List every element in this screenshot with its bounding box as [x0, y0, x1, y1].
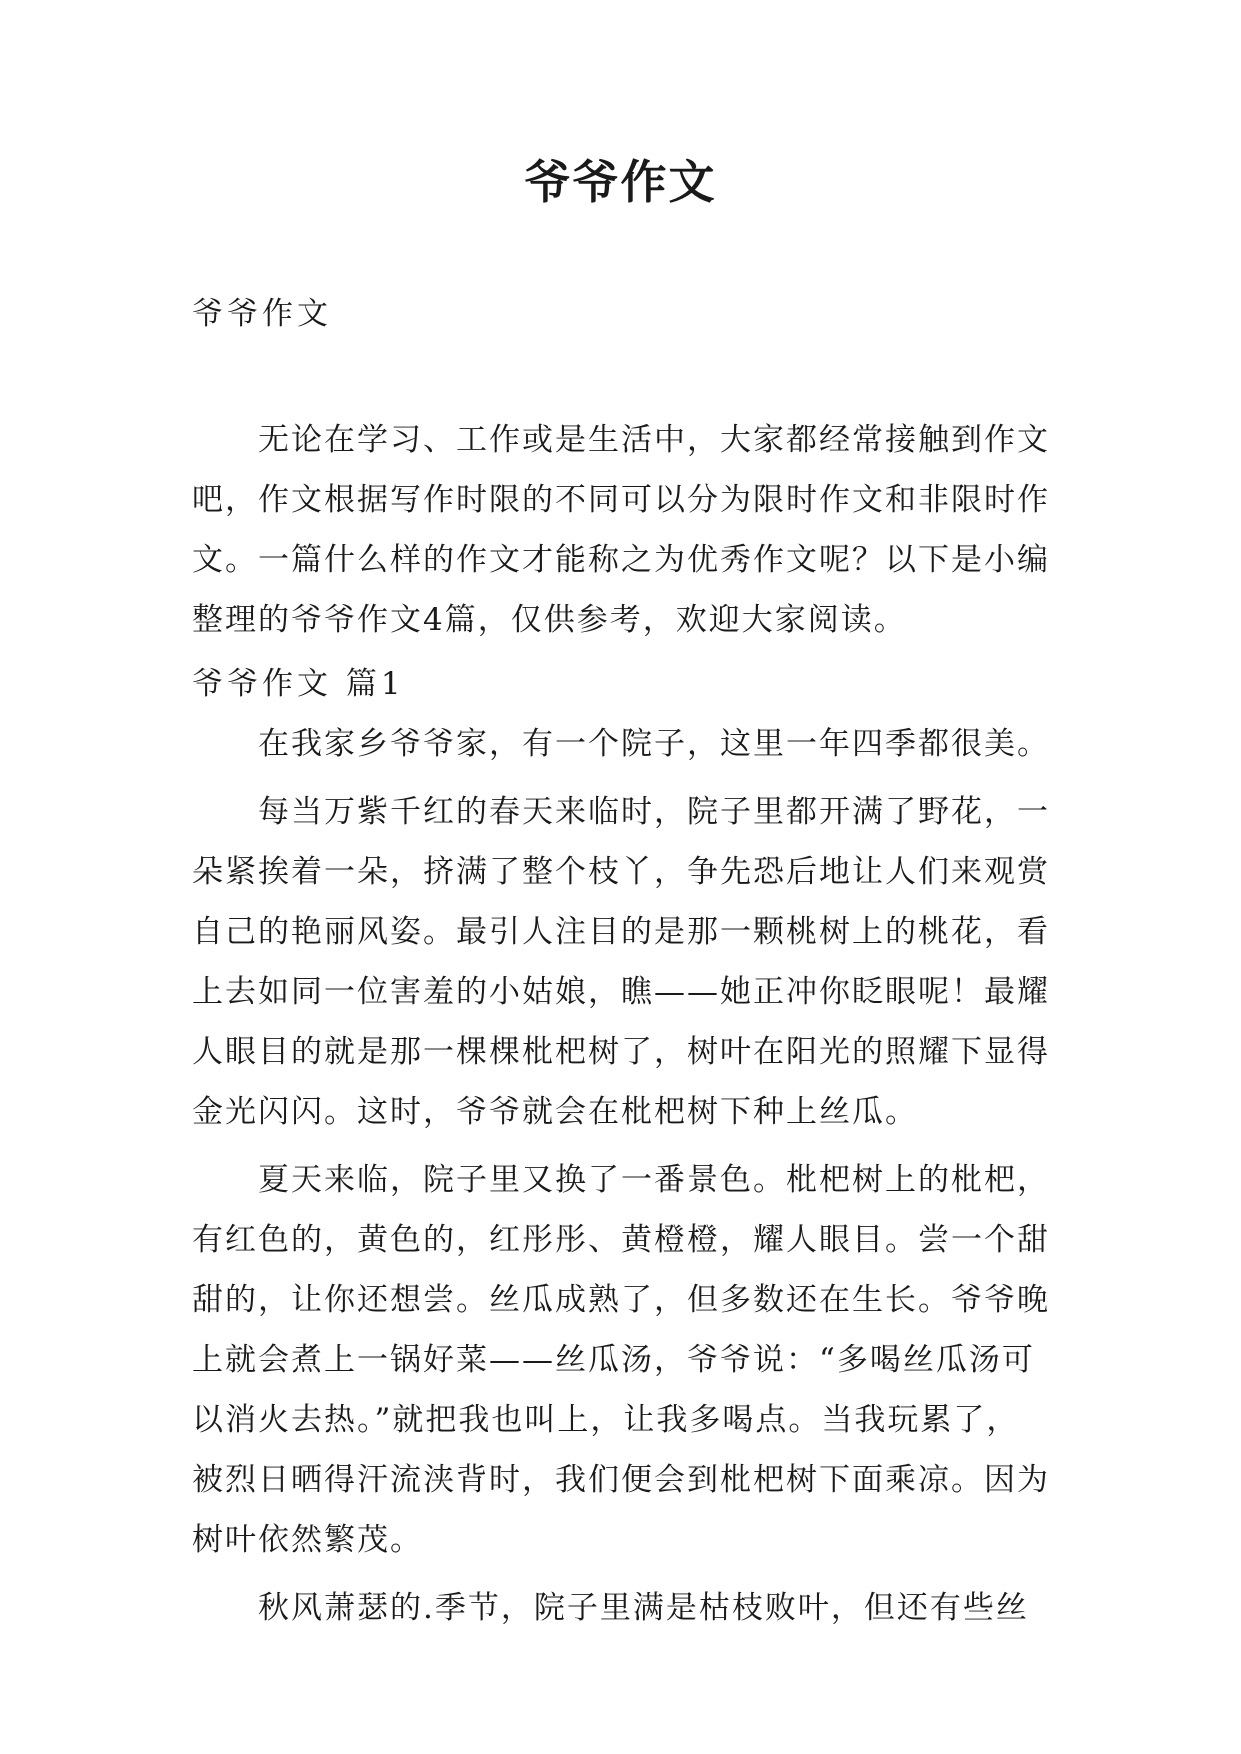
- intro-paragraph: 无论在学习、工作或是生活中，大家都经常接触到作文吧，作文根据写作时限的不同可以分为限时作文和非限时作文。一篇什么样的作文才能称之为优秀作文呢？以下是小编整理的爷爷作文4篇，仅供参考，欢迎大家阅读。: [192, 422, 1050, 638]
- body-paragraph: 每当万紫千红的春天来临时，院子里都开满了野花，一朵紧挨着一朵，挤满了整个枝丫，争先恐后地让人们来观赏自己的艳丽风姿。最引人注目的是那一颗桃树上的桃花，看上去如同一位害羞的小姑娘，瞧——她正冲你眨眼呢！最耀人眼目的就是那一棵棵枇杷树了，树叶在阳光的照耀下显得金光闪闪。这时，爷爷就会在枇杷树下种上丝瓜。: [192, 794, 1050, 1130]
- body-paragraph: 秋风萧瑟的.季节，院子里满是枯枝败叶，但还有些丝: [258, 1590, 1029, 1626]
- page-title: 爷爷作文: [524, 155, 717, 209]
- document-body: [192, 410, 1052, 1646]
- section-heading: 爷爷作文 篇1: [192, 666, 405, 702]
- body-paragraph: 夏天来临，院子里又换了一番景色。枇杷树上的枇杷，有红色的，黄色的，红彤彤、黄橙橙，耀人眼目。尝一个甜甜的，让你还想尝。丝瓜成熟了，但多数还在生长。爷爷晚上就会煮上一锅好菜——丝瓜汤，爷爷说：“多喝丝瓜汤可以消火去热。”就把我也叫上，让我多喝点。当我玩累了，被烈日晒得汗流浃背时，我们便会到枇杷树下面乘凉。因为树叶依然繁茂。: [192, 1162, 1050, 1558]
- body-paragraph: 在我家乡爷爷家，有一个院子，这里一年四季都很美。: [258, 726, 1050, 762]
- document-subtitle: 爷爷作文: [192, 296, 332, 332]
